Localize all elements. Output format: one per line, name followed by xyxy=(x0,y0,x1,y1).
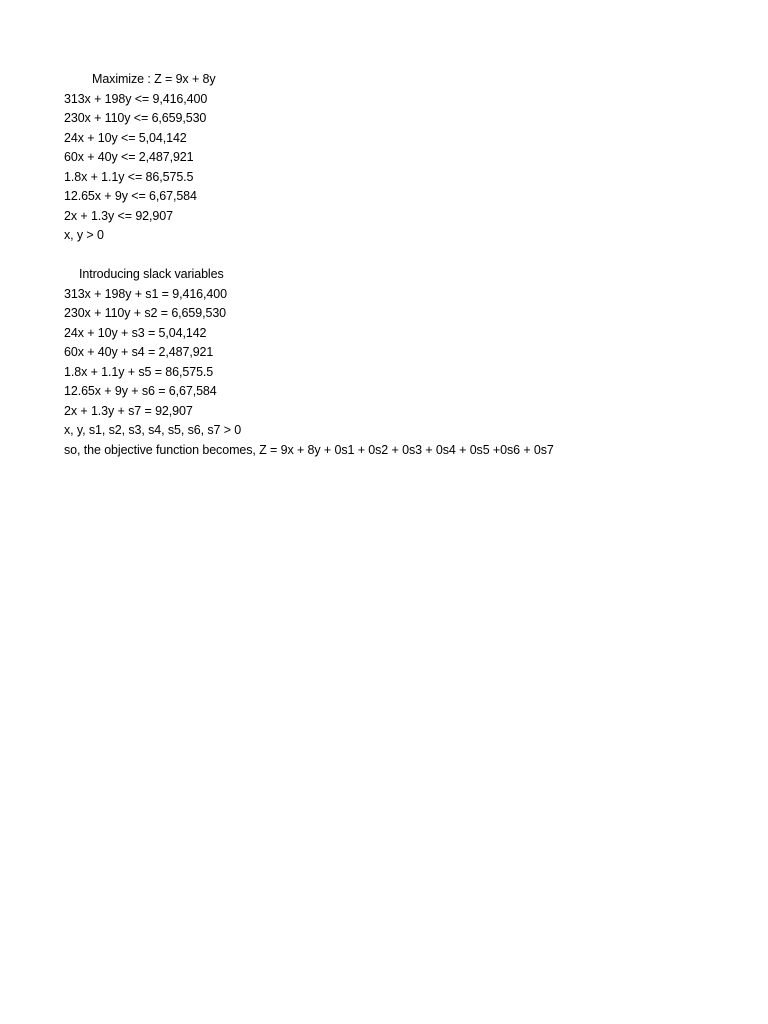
slack-equation-5: 1.8x + 1.1y + s5 = 86,575.5 xyxy=(64,364,214,379)
nonnegativity-line: x, y > 0 xyxy=(64,228,104,242)
slack-equation-1: 313x + 198y + s1 = 9,416,400 xyxy=(64,286,227,301)
objective-function-statement: so, the objective function becomes, Z = 9x + 8y + 0s1 + 0s2 + 0s3 + 0s4 + 0s5 +0s6 + 0s7 xyxy=(64,442,554,457)
constraint-line-4: 60x + 40y <= 2,487,921 xyxy=(64,150,194,164)
slack-nonnegativity-line: x, y, s1, s2, s3, s4, s5, s6, s7 > 0 xyxy=(64,423,242,437)
constraint-line-2: 230x + 110y <= 6,659,530 xyxy=(64,111,207,125)
blank-line xyxy=(64,246,754,266)
slack-equation-6: 12.65x + 9y + s6 = 6,67,584 xyxy=(64,384,217,398)
constraint-line-3: 24x + 10y <= 5,04,142 xyxy=(64,130,187,145)
constraint-line-5: 1.8x + 1.1y <= 86,575.5 xyxy=(64,169,194,184)
objective-line: Maximize : Z = 9x + 8y xyxy=(92,72,216,86)
slack-equation-3: 24x + 10y + s3 = 5,04,142 xyxy=(64,325,207,340)
slack-heading: Introducing slack variables xyxy=(79,267,224,281)
constraint-line-6: 12.65x + 9y <= 6,67,584 xyxy=(64,189,197,203)
slack-equation-2: 230x + 110y + s2 = 6,659,530 xyxy=(64,306,227,320)
slack-equation-4: 60x + 40y + s4 = 2,487,921 xyxy=(64,345,214,359)
constraint-line-1: 313x + 198y <= 9,416,400 xyxy=(64,91,208,106)
slack-equation-7: 2x + 1.3y + s7 = 92,907 xyxy=(64,403,193,418)
constraint-line-7: 2x + 1.3y <= 92,907 xyxy=(64,208,173,223)
document-body xyxy=(64,70,754,460)
